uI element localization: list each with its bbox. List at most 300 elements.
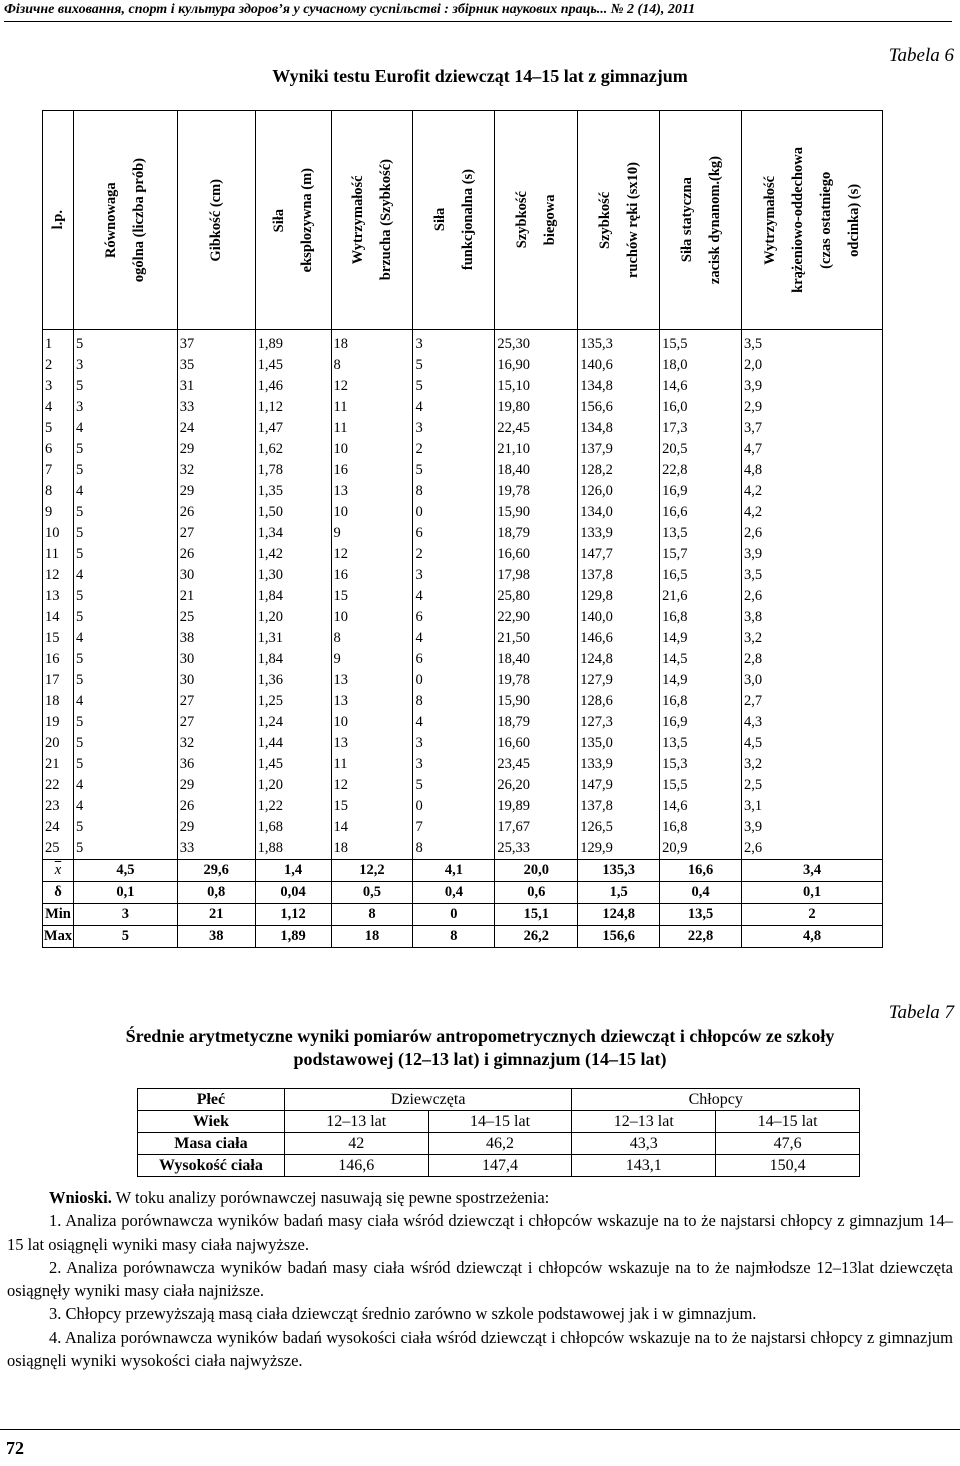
table7-cell: 12–13 lat [572, 1111, 716, 1133]
header-line: Szybkość [596, 191, 613, 249]
table-cell: 16,5 [660, 565, 742, 586]
table-cell: 1,12 [255, 397, 331, 418]
table-row [43, 523, 883, 544]
table-cell: 21 [43, 754, 74, 775]
table-row [43, 481, 883, 502]
table-cell: 4,5 [742, 733, 883, 754]
table-cell: 25 [43, 838, 74, 860]
table-cell: 3 [73, 397, 177, 418]
table-cell: 15,3 [660, 754, 742, 775]
table-row [43, 544, 883, 565]
stat-cell: 3,4 [742, 860, 883, 882]
table-cell: 1,45 [255, 355, 331, 376]
table-row [43, 838, 883, 860]
table-cell: 1,44 [255, 733, 331, 754]
anthropometric-table [137, 1088, 860, 1177]
table-row [43, 775, 883, 796]
table-cell: 5 [73, 649, 177, 670]
header-line: biegowa [542, 194, 559, 246]
table-cell: 3,1 [742, 796, 883, 817]
table-cell: 15 [331, 796, 413, 817]
table-cell: 129,8 [578, 586, 660, 607]
table-cell: 1,25 [255, 691, 331, 712]
stat-label: Min [45, 906, 71, 922]
table-cell: 133,9 [578, 523, 660, 544]
table-cell: 1,84 [255, 586, 331, 607]
header-line: odcinka) (s) [846, 183, 863, 257]
table-cell: 1,62 [255, 439, 331, 460]
stat-label: $\overline{x}$ [54, 862, 62, 878]
table6-column-header [578, 111, 660, 330]
table-cell: 19,89 [495, 796, 578, 817]
table-cell: 135,0 [578, 733, 660, 754]
table-cell: 5 [73, 733, 177, 754]
table-cell: 1,24 [255, 712, 331, 733]
stat-cell: 1,4 [255, 860, 331, 882]
table-cell: 11 [331, 397, 413, 418]
table-cell: 5 [413, 376, 495, 397]
table-cell: 14 [43, 607, 74, 628]
table-cell: 30 [177, 670, 255, 691]
stat-cell: 5 [73, 926, 177, 948]
header-line: ogólna (liczba prób) [131, 157, 148, 283]
table-cell: 38 [177, 628, 255, 649]
table-row [43, 502, 883, 523]
stat-cell: 1,12 [255, 904, 331, 926]
table-cell: 18 [43, 691, 74, 712]
table-cell: 4 [73, 796, 177, 817]
table-cell: 3,2 [742, 628, 883, 649]
table-cell: 1,46 [255, 376, 331, 397]
table7-cell: Płeć [138, 1089, 285, 1111]
table-row [43, 649, 883, 670]
table-cell: 33 [177, 397, 255, 418]
table-row [43, 418, 883, 439]
table-cell: 12 [43, 565, 74, 586]
table-cell: 29 [177, 439, 255, 460]
table7-cell: Chłopcy [572, 1089, 860, 1111]
header-line: (czas ostatniego [818, 171, 835, 269]
table-cell: 16,6 [660, 502, 742, 523]
header-line: Wytrzymałość [762, 175, 779, 265]
table-cell: 14,6 [660, 796, 742, 817]
table-cell: 146,6 [578, 628, 660, 649]
table-cell: 3 [413, 565, 495, 586]
table-cell: 128,2 [578, 460, 660, 481]
table-cell: 14,9 [660, 628, 742, 649]
header-line: Siła [431, 208, 448, 232]
stat-cell: 13,5 [660, 904, 742, 926]
table-cell: 147,9 [578, 775, 660, 796]
table-cell: 14,6 [660, 376, 742, 397]
table-cell: 133,9 [578, 754, 660, 775]
stat-cell: 4,1 [413, 860, 495, 882]
table-cell: 3,2 [742, 754, 883, 775]
table-cell: 1,31 [255, 628, 331, 649]
table-cell: 10 [331, 439, 413, 460]
table-cell: 21,6 [660, 586, 742, 607]
table-cell: 4,2 [742, 481, 883, 502]
table-cell: 18 [331, 838, 413, 860]
table7-title-line2: podstawowej (12–13 lat) i gimnazjum (14–15 lat) [293, 1049, 667, 1069]
table-cell: 30 [177, 565, 255, 586]
table-cell: 6 [413, 523, 495, 544]
table-row [43, 330, 883, 356]
table-cell: 3,5 [742, 330, 883, 356]
table-cell: 18,79 [495, 712, 578, 733]
table-row [43, 439, 883, 460]
table-cell: 1,35 [255, 481, 331, 502]
table-cell: 5 [73, 502, 177, 523]
table-cell: 15,10 [495, 376, 578, 397]
table-cell: 21 [177, 586, 255, 607]
conclusions-intro-text: W toku analizy porównawczej nasuwają się pewne spostrzeżenia: [111, 1188, 550, 1207]
conclusion-item: 1. Analiza porównawcza wyników badań masy ciała wśród dziewcząt i chłopców wskazuje na to że najstarsi chłopcy z gimnazjum 14–15 lat osiągnęli wyniki masy ciała najwyższe. [7, 1211, 953, 1254]
table7-cell: 12–13 lat [284, 1111, 428, 1133]
table-cell: 2,0 [742, 355, 883, 376]
table-cell: 16,0 [660, 397, 742, 418]
stat-row [43, 904, 883, 926]
table-cell: 19,78 [495, 670, 578, 691]
stat-cell: 0,5 [331, 882, 413, 904]
header-line: l.p. [49, 210, 66, 230]
table-cell: 32 [177, 733, 255, 754]
table-cell: 1,34 [255, 523, 331, 544]
table-cell: 5 [73, 817, 177, 838]
stat-cell: 16,6 [660, 860, 742, 882]
table-cell: 3 [413, 754, 495, 775]
stat-cell: 8 [413, 926, 495, 948]
table-cell: 2,8 [742, 649, 883, 670]
table-cell: 6 [413, 607, 495, 628]
table-cell: 9 [43, 502, 74, 523]
table-cell: 1,47 [255, 418, 331, 439]
table-cell: 5 [73, 712, 177, 733]
table-cell: 16,8 [660, 607, 742, 628]
table-cell: 14,5 [660, 649, 742, 670]
table-cell: 0 [413, 502, 495, 523]
table-cell: 35 [177, 355, 255, 376]
table-cell: 4 [413, 397, 495, 418]
table-cell: 4 [73, 481, 177, 502]
table-cell: 6 [413, 649, 495, 670]
table-cell: 134,8 [578, 418, 660, 439]
stat-cell [43, 926, 74, 948]
table7-cell: 42 [284, 1133, 428, 1155]
stat-cell [43, 882, 74, 904]
table7-row-mass [138, 1133, 860, 1155]
table-cell: 16,8 [660, 817, 742, 838]
stat-row [43, 860, 883, 882]
stat-cell: 26,2 [495, 926, 578, 948]
table-cell: 15,90 [495, 502, 578, 523]
table-cell: 16,8 [660, 691, 742, 712]
table-cell: 13 [43, 586, 74, 607]
footer-rule [0, 1429, 960, 1430]
stat-cell [43, 904, 74, 926]
table-cell: 14,9 [660, 670, 742, 691]
table7-title-line1: Średnie arytmetyczne wyniki pomiarów antropometrycznych dziewcząt i chłopców ze szkoły [125, 1026, 835, 1046]
table-cell: 10 [331, 502, 413, 523]
table-cell: 134,0 [578, 502, 660, 523]
table-cell: 127,9 [578, 670, 660, 691]
table-cell: 135,3 [578, 330, 660, 356]
table-cell: 4,3 [742, 712, 883, 733]
table6-label: Tabela 6 [888, 45, 954, 66]
table-cell: 5 [413, 355, 495, 376]
stat-cell: 22,8 [660, 926, 742, 948]
table-cell: 24 [43, 817, 74, 838]
table-cell: 8 [413, 481, 495, 502]
table-cell: 2,6 [742, 838, 883, 860]
table-cell: 1,30 [255, 565, 331, 586]
table7-cell: 150,4 [716, 1155, 860, 1177]
table6-column-header [73, 111, 177, 330]
table-cell: 137,8 [578, 565, 660, 586]
table-cell: 17,3 [660, 418, 742, 439]
table-cell: 16 [43, 649, 74, 670]
table-cell: 23,45 [495, 754, 578, 775]
table-cell: 3 [43, 376, 74, 397]
table7-label: Tabela 7 [888, 1002, 954, 1023]
header-line: funkcjonalna (s) [459, 169, 476, 271]
stat-cell: 135,3 [578, 860, 660, 882]
table-cell: 13,5 [660, 733, 742, 754]
table-cell: 5 [73, 544, 177, 565]
table7-cell: 143,1 [572, 1155, 716, 1177]
table-cell: 25,80 [495, 586, 578, 607]
table-cell: 18,40 [495, 649, 578, 670]
table-cell: 4,8 [742, 460, 883, 481]
table7-cell: 147,4 [428, 1155, 572, 1177]
table-cell: 16,9 [660, 481, 742, 502]
table-cell: 14 [331, 817, 413, 838]
table7-row-sex [138, 1089, 860, 1111]
table6-header-row [43, 111, 883, 330]
stat-cell: 15,1 [495, 904, 578, 926]
table-cell: 4 [73, 418, 177, 439]
stat-cell: 1,5 [578, 882, 660, 904]
table-cell: 19 [43, 712, 74, 733]
table-cell: 4 [73, 565, 177, 586]
table-cell: 13 [331, 481, 413, 502]
table-cell: 5 [73, 670, 177, 691]
table-cell: 15 [43, 628, 74, 649]
table-cell: 20,5 [660, 439, 742, 460]
table-cell: 5 [73, 460, 177, 481]
table-cell: 1,78 [255, 460, 331, 481]
stat-cell: 12,2 [331, 860, 413, 882]
table-row [43, 460, 883, 481]
table-cell: 16 [331, 565, 413, 586]
table-cell: 32 [177, 460, 255, 481]
table-cell: 128,6 [578, 691, 660, 712]
table-cell: 16 [331, 460, 413, 481]
conclusions-intro [7, 1186, 953, 1209]
table6-column-header [660, 111, 742, 330]
table-cell: 3,7 [742, 418, 883, 439]
table-cell: 13 [331, 733, 413, 754]
table-cell: 30 [177, 649, 255, 670]
table-cell: 10 [331, 712, 413, 733]
table-cell: 4 [73, 691, 177, 712]
table-cell: 129,9 [578, 838, 660, 860]
table-cell: 4 [413, 712, 495, 733]
conclusion-item: 4. Analiza porównawcza wyników badań wysokości ciała wśród dziewcząt i chłopców wskazuje na to że najstarsi chłopcy z gimnazjum osiągnęli wyniki wysokości ciała najwyższe. [7, 1327, 953, 1371]
header-line: Wytrzymałość [349, 175, 366, 265]
table-cell: 15,5 [660, 330, 742, 356]
table-cell: 5 [413, 775, 495, 796]
table-cell: 15 [331, 586, 413, 607]
table-cell: 5 [413, 460, 495, 481]
table-cell: 126,0 [578, 481, 660, 502]
table-row [43, 355, 883, 376]
table-cell: 20 [43, 733, 74, 754]
table-cell: 24 [177, 418, 255, 439]
table-cell: 3,9 [742, 817, 883, 838]
journal-header: Фізичне виховання, спорт і культура здоров’я у сучасному суспільстві : збірник наукових праць... № 2 (14), 2011 [4, 2, 952, 22]
table-cell: 2 [43, 355, 74, 376]
table-cell: 4 [413, 586, 495, 607]
table-cell: 8 [331, 628, 413, 649]
table-cell: 2,7 [742, 691, 883, 712]
table-cell: 1,50 [255, 502, 331, 523]
table7-row-height [138, 1155, 860, 1177]
table6-column-header [331, 111, 413, 330]
table-cell: 3 [73, 355, 177, 376]
stat-cell: 124,8 [578, 904, 660, 926]
table-cell: 4,2 [742, 502, 883, 523]
table-row [43, 376, 883, 397]
stat-cell: 156,6 [578, 926, 660, 948]
table-cell: 137,8 [578, 796, 660, 817]
table-cell: 5 [73, 754, 177, 775]
page-number: 72 [6, 1438, 24, 1458]
table-cell: 156,6 [578, 397, 660, 418]
table-cell: 137,9 [578, 439, 660, 460]
table6-column-header [177, 111, 255, 330]
table-cell: 36 [177, 754, 255, 775]
stat-cell: 3 [73, 904, 177, 926]
stat-cell: 4,8 [742, 926, 883, 948]
table-cell: 27 [177, 712, 255, 733]
table-row [43, 586, 883, 607]
table-cell: 22,8 [660, 460, 742, 481]
table7-row-age [138, 1111, 860, 1133]
header-line: Siła statyczna [678, 177, 695, 263]
table-cell: 1,36 [255, 670, 331, 691]
table-cell: 0 [413, 796, 495, 817]
table6-column-header [255, 111, 331, 330]
table-cell: 16,60 [495, 733, 578, 754]
header-line: ruchów ręki (sx10) [624, 162, 641, 278]
table-cell: 2,6 [742, 586, 883, 607]
table-cell: 17,98 [495, 565, 578, 586]
table-row [43, 670, 883, 691]
stat-cell: 0,4 [660, 882, 742, 904]
table-cell: 10 [331, 607, 413, 628]
table-cell: 8 [331, 355, 413, 376]
header-line: zacisk dynanom.(kg) [706, 155, 723, 285]
table-cell: 25,33 [495, 838, 578, 860]
header-line: Siła [271, 208, 288, 232]
table-cell: 21,10 [495, 439, 578, 460]
table-cell: 127,3 [578, 712, 660, 733]
stat-cell: 0,6 [495, 882, 578, 904]
table-cell: 16,90 [495, 355, 578, 376]
table-cell: 140,6 [578, 355, 660, 376]
table-cell: 18,40 [495, 460, 578, 481]
table-cell: 5 [73, 330, 177, 356]
stat-cell: 0,04 [255, 882, 331, 904]
table7-cell: 47,6 [716, 1133, 860, 1155]
table-row [43, 712, 883, 733]
table-cell: 25 [177, 607, 255, 628]
table-cell: 12 [331, 544, 413, 565]
table-cell: 2,6 [742, 523, 883, 544]
table-cell: 5 [73, 523, 177, 544]
table7-title [30, 1025, 930, 1071]
table6-column-header [43, 111, 74, 330]
table-cell: 29 [177, 775, 255, 796]
table-cell: 22,45 [495, 418, 578, 439]
table-cell: 1 [43, 330, 74, 356]
table7-cell: 43,3 [572, 1133, 716, 1155]
header-line: brzucha (Szybkość) [377, 159, 394, 281]
table-cell: 1,88 [255, 838, 331, 860]
table6-column-header [413, 111, 495, 330]
table-cell: 13 [331, 691, 413, 712]
table-cell: 1,89 [255, 330, 331, 356]
table-cell: 8 [413, 691, 495, 712]
stat-cell: 4,5 [73, 860, 177, 882]
table-cell: 4,7 [742, 439, 883, 460]
table-cell: 3,5 [742, 565, 883, 586]
table-cell: 15,5 [660, 775, 742, 796]
table-cell: 18,0 [660, 355, 742, 376]
table-cell: 9 [331, 523, 413, 544]
table-cell: 15,7 [660, 544, 742, 565]
table-cell: 21,50 [495, 628, 578, 649]
table-cell: 2 [413, 439, 495, 460]
table-row [43, 817, 883, 838]
table-cell: 23 [43, 796, 74, 817]
table-cell: 134,8 [578, 376, 660, 397]
table7-cell: Wysokość ciała [138, 1155, 285, 1177]
table-cell: 18,79 [495, 523, 578, 544]
table-cell: 2,9 [742, 397, 883, 418]
table-cell: 5 [73, 376, 177, 397]
table-cell: 3 [413, 418, 495, 439]
table7-cell: Wiek [138, 1111, 285, 1133]
stat-cell: 8 [331, 904, 413, 926]
table-cell: 29 [177, 817, 255, 838]
table-cell: 26,20 [495, 775, 578, 796]
stat-cell: 21 [177, 904, 255, 926]
table-cell: 22 [43, 775, 74, 796]
stat-cell: 0 [413, 904, 495, 926]
table7-cell: Masa ciała [138, 1133, 285, 1155]
stat-cell: 1,89 [255, 926, 331, 948]
table-cell: 2 [413, 544, 495, 565]
eurofit-results-table [42, 110, 883, 948]
stat-cell: 38 [177, 926, 255, 948]
stat-cell [43, 860, 74, 882]
stat-cell: 0,4 [413, 882, 495, 904]
table-cell: 33 [177, 838, 255, 860]
table-cell: 15,90 [495, 691, 578, 712]
table-cell: 3,9 [742, 376, 883, 397]
